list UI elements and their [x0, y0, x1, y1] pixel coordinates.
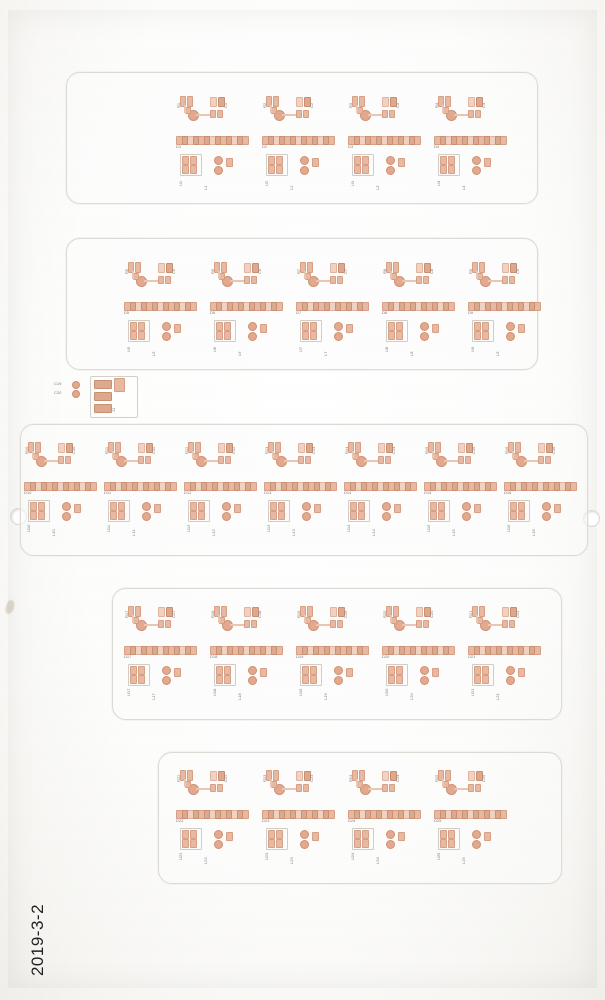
ic-outline	[266, 828, 288, 850]
silk-label-capacitor: C11	[151, 446, 156, 454]
smd-pad	[204, 810, 210, 819]
ic-outline	[180, 828, 202, 850]
silk-label-diode: D15	[424, 490, 432, 495]
silk-label-diode: D18	[210, 654, 218, 659]
trace-segment	[454, 788, 468, 790]
silk-refdes-L13: L13	[291, 529, 296, 536]
silk-refdes-L23: L23	[289, 857, 294, 864]
smd-pad	[312, 832, 319, 841]
silk-refdes-L21: L21	[495, 693, 500, 700]
silk-label-diode: D20	[382, 654, 390, 659]
pad-resistor	[273, 770, 279, 781]
pad-resistor	[445, 770, 451, 781]
silk-label-capacitor: C19	[343, 610, 348, 618]
ic-outline	[438, 828, 460, 850]
silk-label-diode: D11	[104, 490, 112, 495]
smd-pad	[365, 810, 371, 819]
connector-J1	[52, 372, 140, 420]
silk-refdes-L9: L9	[495, 351, 500, 356]
silk-label-ic: U8	[384, 346, 389, 352]
silk-label-ic: U25	[436, 852, 441, 860]
silk-label-diode: D2	[262, 144, 268, 149]
smd-pad	[409, 810, 415, 819]
silk-label-ic: U17	[126, 688, 131, 696]
silk-label-diode: D7	[296, 310, 302, 315]
silk-label-diode: D16	[504, 490, 512, 495]
smd-pad	[414, 810, 421, 819]
silk-label-resistor: R21	[468, 610, 473, 618]
via-pad	[472, 840, 481, 849]
pad-resistor	[187, 770, 193, 781]
trace-segment	[356, 779, 358, 787]
silk-refdes-L2: L2	[289, 185, 294, 190]
silk-label-capacitor: C7	[343, 268, 348, 274]
silk-label-connector-pin: C19	[54, 381, 62, 386]
smd-pad	[387, 810, 393, 819]
pad-resistor	[359, 770, 365, 781]
silk-label-ic: U19	[298, 688, 303, 696]
silk-label-ic: U2	[264, 180, 269, 186]
silk-label-diode: D22	[176, 818, 184, 823]
smd-pad	[279, 810, 285, 819]
cap-pad	[296, 771, 303, 781]
silk-label-capacitor: C13	[311, 446, 316, 454]
silk-label-diode: D24	[348, 818, 356, 823]
silk-label-resistor: R11	[104, 446, 109, 454]
silk-refdes-L16: L16	[531, 529, 536, 536]
smd-pad	[242, 810, 249, 819]
circuit-cell-L25	[432, 766, 516, 870]
silk-label-capacitor: C20	[429, 610, 434, 618]
silk-refdes-L14: L14	[371, 529, 376, 536]
silk-label-resistor: R25	[434, 774, 439, 782]
smd-pad	[473, 810, 479, 819]
silk-label-ic: U24	[350, 852, 355, 860]
silk-label-diode: D5	[124, 310, 130, 315]
silk-label-diode: D13	[264, 490, 272, 495]
silk-label-diode: D21	[468, 654, 476, 659]
smd-pad	[398, 810, 404, 819]
silk-label-resistor: R10	[24, 446, 29, 454]
silk-label-connector-pin: C20	[54, 390, 62, 395]
silk-label-resistor: R20	[382, 610, 387, 618]
silk-refdes-L15: L15	[451, 529, 456, 536]
smd-pad	[500, 810, 507, 819]
silk-refdes-L6: L6	[237, 351, 242, 356]
silk-label-diode: D19	[296, 654, 304, 659]
smd-pad	[215, 810, 221, 819]
smd-pad	[237, 810, 243, 819]
silk-label-resistor: R13	[264, 446, 269, 454]
smd-pad	[328, 810, 335, 819]
silk-label-diode: D8	[382, 310, 388, 315]
smd-pad	[451, 810, 457, 819]
silk-label-ic: U9	[470, 346, 475, 352]
silk-label-ic: U1	[178, 180, 183, 186]
silk-label-ic: U14	[346, 524, 351, 532]
trace-segment	[442, 779, 444, 787]
trace-segment	[368, 788, 382, 790]
circuit-cell-L22	[174, 766, 258, 870]
silk-refdes-L19: L19	[323, 693, 328, 700]
silk-refdes-L1: L1	[203, 185, 208, 190]
silk-label-resistor: R22	[176, 774, 181, 782]
silk-refdes-L11: L11	[131, 529, 136, 536]
silk-label-capacitor: C18	[257, 610, 262, 618]
silk-label-ic: U7	[298, 346, 303, 352]
silk-label-ic: U22	[178, 852, 183, 860]
silk-label-capacitor: C22	[223, 774, 228, 782]
silk-label-diode: D17	[124, 654, 132, 659]
silk-label-diode: D14	[344, 490, 352, 495]
silk-label-resistor: R6	[210, 268, 215, 274]
silk-label-resistor: R5	[124, 268, 129, 274]
silk-label-ic: U6	[212, 346, 217, 352]
silk-label-capacitor: C1	[223, 102, 228, 108]
circuit-cell-L24	[346, 766, 430, 870]
silk-label-resistor: R3	[348, 102, 353, 108]
silk-label-ic: U11	[106, 524, 111, 532]
silk-label-ic: U12	[186, 524, 191, 532]
silk-label-diode: D9	[468, 310, 474, 315]
smd-pad	[296, 784, 302, 792]
trace-segment	[270, 779, 272, 787]
via-pad	[386, 840, 395, 849]
silk-refdes-L4: L4	[461, 185, 466, 190]
trace-segment	[282, 788, 296, 790]
silk-label-ic: U15	[426, 524, 431, 532]
silk-label-resistor: R9	[468, 268, 473, 274]
silk-refdes-L22: L22	[203, 857, 208, 864]
silk-label-ic: U3	[350, 180, 355, 186]
connector-pad	[114, 378, 125, 392]
silk-label-resistor: R24	[348, 774, 353, 782]
via-pad	[214, 840, 223, 849]
silk-label-resistor: R18	[210, 610, 215, 618]
smd-pad	[389, 784, 395, 792]
silk-label-capacitor: C3	[395, 102, 400, 108]
silk-label-resistor: R17	[124, 610, 129, 618]
smd-pad	[301, 810, 307, 819]
silk-refdes-L12: L12	[211, 529, 216, 536]
via-pad	[300, 830, 309, 839]
smd-pad	[468, 784, 474, 792]
silk-label-capacitor: C17	[171, 610, 176, 618]
silk-label-resistor: R19	[296, 610, 301, 618]
smd-pad	[226, 810, 232, 819]
smd-pad	[398, 832, 405, 841]
silk-label-capacitor: C2	[309, 102, 314, 108]
silk-label-capacitor: C21	[515, 610, 520, 618]
silk-label-capacitor: C14	[391, 446, 396, 454]
silk-label-ic: U20	[384, 688, 389, 696]
silk-refdes-L8: L8	[409, 351, 414, 356]
silk-label-diode: D12	[184, 490, 192, 495]
smd-pad	[382, 784, 388, 792]
smd-pad	[495, 810, 501, 819]
silk-label-ic: U21	[470, 688, 475, 696]
silk-label-ic: U10	[26, 524, 31, 532]
silk-label-capacitor: C5	[171, 268, 176, 274]
silk-label-resistor: R8	[382, 268, 387, 274]
silk-label-resistor: R12	[184, 446, 189, 454]
connector-via	[72, 390, 80, 398]
silk-label-diode: D3	[348, 144, 354, 149]
trace-segment	[196, 788, 210, 790]
silk-label-ic: U5	[126, 346, 131, 352]
silk-label-ic: U18	[212, 688, 217, 696]
silk-label-resistor: R7	[296, 268, 301, 274]
silk-label-capacitor: C12	[231, 446, 236, 454]
silk-label-ic: U13	[266, 524, 271, 532]
silk-label-ic: U16	[506, 524, 511, 532]
smd-pad	[290, 810, 296, 819]
silk-label-capacitor: C24	[395, 774, 400, 782]
silk-label-resistor: R23	[262, 774, 267, 782]
silk-label-capacitor: C8	[429, 268, 434, 274]
smd-pad	[462, 810, 468, 819]
silk-label-capacitor: C6	[257, 268, 262, 274]
cap-pad	[468, 771, 475, 781]
silk-refdes-L17: L17	[151, 693, 156, 700]
smd-pad	[323, 810, 329, 819]
silk-refdes-L24: L24	[375, 857, 380, 864]
silk-label-diode: D1	[176, 144, 182, 149]
silk-refdes-L7: L7	[323, 351, 328, 356]
cap-pad	[210, 771, 217, 781]
silk-label-resistor: R14	[344, 446, 349, 454]
via-pad	[386, 830, 395, 839]
silk-label-resistor: R1	[176, 102, 181, 108]
smd-pad	[312, 810, 318, 819]
silk-label-capacitor: C25	[481, 774, 486, 782]
silk-refdes-J1: J1	[111, 407, 116, 412]
silk-refdes-L5: L5	[151, 351, 156, 356]
silk-label-ic: U23	[264, 852, 269, 860]
via-pad	[214, 830, 223, 839]
silk-label-diode: D23	[262, 818, 270, 823]
smd-pad	[475, 784, 481, 792]
connector-pad	[94, 392, 112, 401]
silk-label-diode: D4	[434, 144, 440, 149]
trace-segment	[184, 779, 186, 787]
ic-outline	[352, 828, 374, 850]
smd-pad	[217, 784, 223, 792]
via-pad	[300, 840, 309, 849]
silk-refdes-L20: L20	[409, 693, 414, 700]
silk-label-diode: D25	[434, 818, 442, 823]
silk-label-capacitor: C4	[481, 102, 486, 108]
silk-refdes-L3: L3	[375, 185, 380, 190]
connector-pad	[94, 404, 112, 413]
silk-refdes-L10: L10	[51, 529, 56, 536]
circuit-cell-L23	[260, 766, 344, 870]
silk-label-resistor: R16	[504, 446, 509, 454]
connector-via	[72, 381, 80, 389]
silk-label-ic: U4	[436, 180, 441, 186]
silk-refdes-L18: L18	[237, 693, 242, 700]
date-stamp: 2019-3-2	[28, 903, 47, 977]
silk-label-capacitor: C23	[309, 774, 314, 782]
silk-label-capacitor: C9	[515, 268, 520, 274]
silk-label-resistor: R2	[262, 102, 267, 108]
smd-pad	[484, 832, 491, 841]
silk-label-capacitor: C10	[71, 446, 76, 454]
smd-pad	[210, 784, 216, 792]
smd-pad	[376, 810, 382, 819]
cap-pad	[382, 771, 389, 781]
connector-pad	[94, 380, 112, 389]
silk-label-diode: D10	[24, 490, 32, 495]
silk-label-capacitor: C15	[471, 446, 476, 454]
silk-label-diode: D6	[210, 310, 216, 315]
silk-refdes-L25: L25	[461, 857, 466, 864]
via-pad	[472, 830, 481, 839]
silk-label-resistor: R15	[424, 446, 429, 454]
smd-pad	[226, 832, 233, 841]
silk-label-resistor: R4	[434, 102, 439, 108]
silk-label-capacitor: C16	[551, 446, 556, 454]
smd-pad	[303, 784, 309, 792]
smd-pad	[484, 810, 490, 819]
smd-pad	[193, 810, 199, 819]
